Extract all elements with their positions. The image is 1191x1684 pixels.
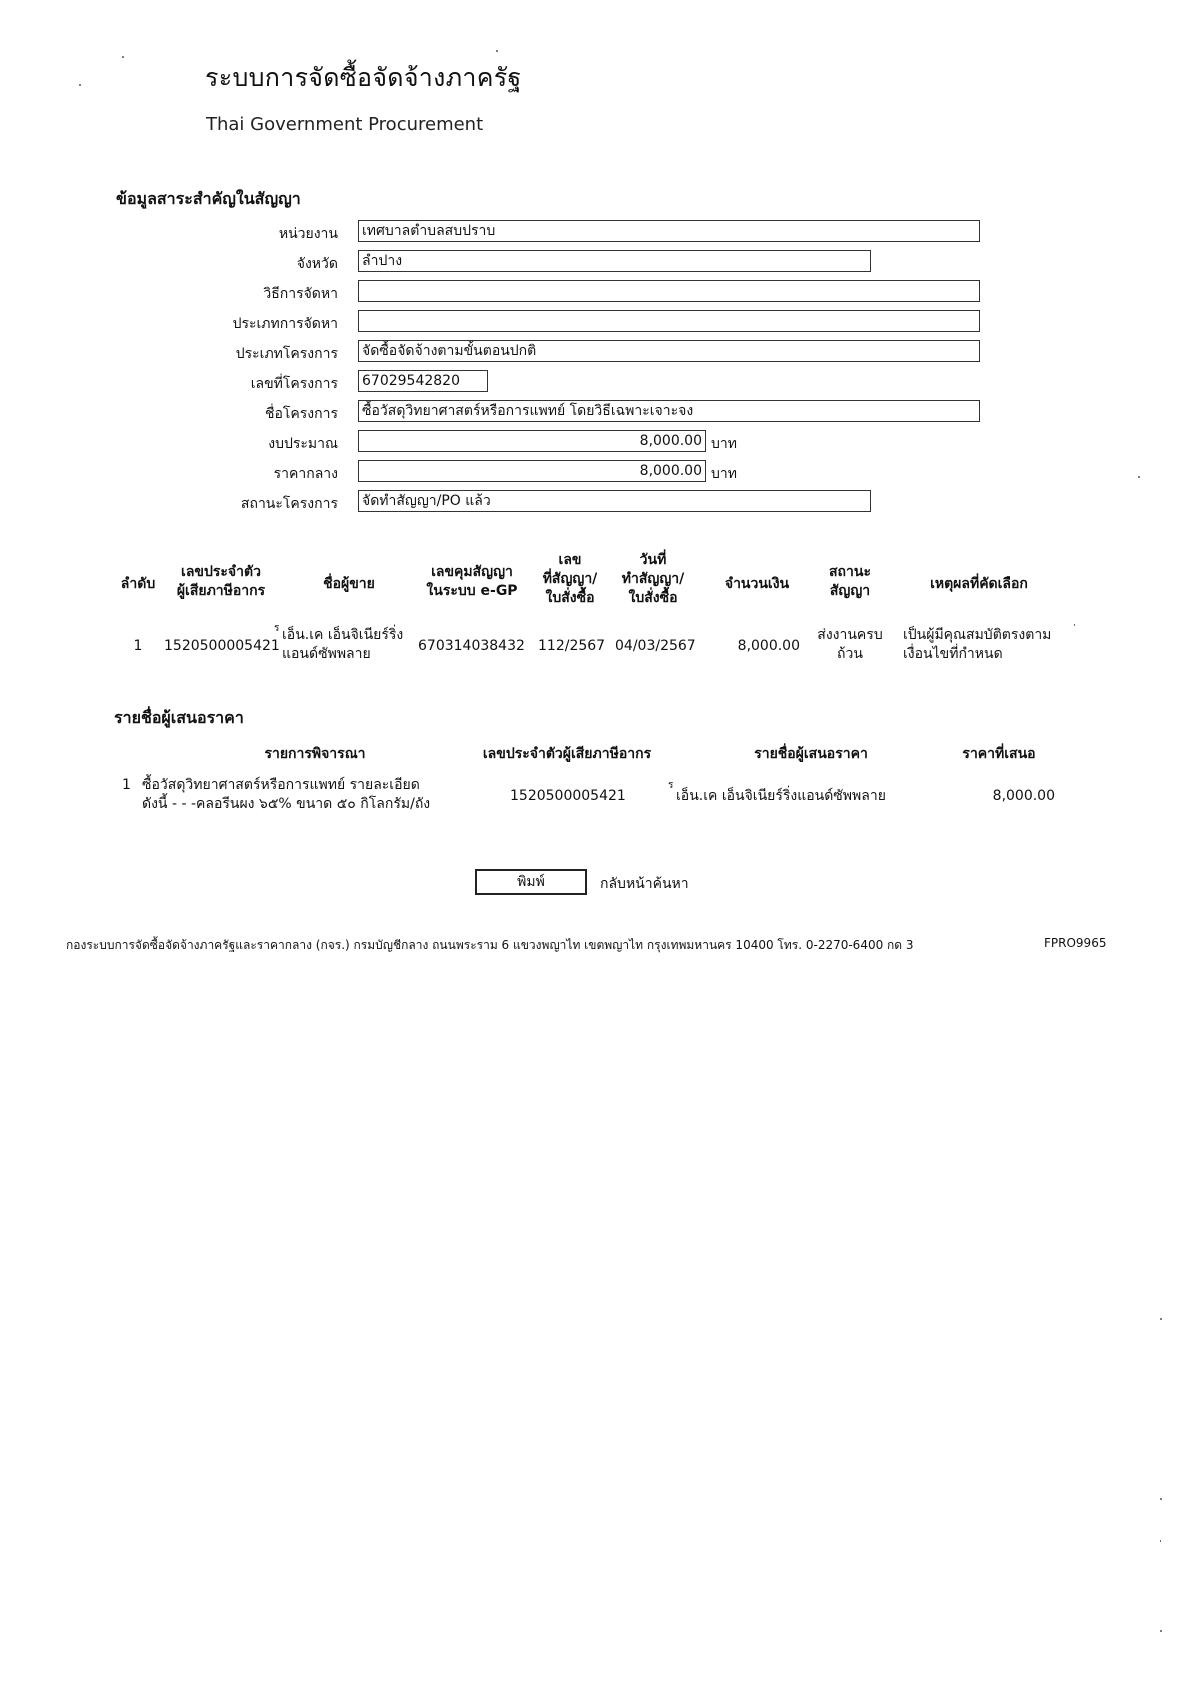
field-label-median-price: ราคากลาง <box>273 466 338 482</box>
scan-speck <box>1160 1540 1161 1542</box>
cell-contract-date: 04/03/2567 <box>615 638 696 654</box>
cell-amount: 8,000.00 <box>737 638 800 654</box>
field-label-procurement-method: วิธีการจัดหา <box>263 286 338 302</box>
print-button[interactable]: พิมพ์ <box>475 869 587 895</box>
col-header-egp: เลขคุมสัญญา ในระบบ e-GP <box>426 564 518 599</box>
cell-tax-id: 1520500005421 <box>164 638 280 654</box>
field-label-project-name: ชื่อโครงการ <box>264 406 338 422</box>
field-median-price: 8,000.00 <box>358 460 706 482</box>
cell-status: ส่งงานครบ ถ้วน <box>817 627 883 662</box>
field-project-status: จัดทำสัญญา/PO แล้ว <box>358 490 871 512</box>
bidder-cell-price: 8,000.00 <box>992 788 1055 804</box>
cell-no: 1 <box>133 638 143 654</box>
col-header-reason: เหตุผลที่คัดเลือก <box>930 576 1028 592</box>
field-project-type: จัดซื้อจัดจ้างตามขั้นตอนปกติ <box>358 340 980 362</box>
bidder-cell-name: เอ็น.เค เอ็นจิเนียร์ริ่งแอนด์ซัพพลาย <box>676 788 886 804</box>
cell-contract-no: 112/2567 <box>538 638 606 654</box>
field-label-budget: งบประมาณ <box>268 436 338 452</box>
col-header-status: สถานะ สัญญา <box>829 564 871 599</box>
bidder-cell-tax-id: 1520500005421 <box>510 788 626 804</box>
scan-speck <box>1160 1498 1162 1500</box>
col-header-amount: จำนวนเงิน <box>724 576 790 592</box>
scan-speck <box>1160 1318 1162 1320</box>
bidders-col-header-name: รายชื่อผู้เสนอราคา <box>754 746 868 762</box>
scan-speck <box>1160 1630 1162 1632</box>
col-header-seller: ชื่อผู้ขาย <box>323 576 375 592</box>
budget-unit: บาท <box>711 436 737 452</box>
field-procurement-type <box>358 310 980 332</box>
back-to-search-link[interactable]: กลับหน้าค้นหา <box>600 876 689 892</box>
field-label-project-number: เลขที่โครงการ <box>250 376 338 392</box>
field-province: ลำปาง <box>358 250 871 272</box>
bidder-cell-item: ซื้อวัสดุวิทยาศาสตร์หรือการแพทย์ รายละเอียด ดังนี้ - - -คลอรีนผง ๖๕% ขนาด ๕๐ กิโลกรัม/ถัง <box>142 777 431 812</box>
footer-address: กองระบบการจัดซื้อจัดจ้างภาครัฐและราคากลาง (กจร.) กรมบัญชีกลาง ถนนพระราม 6 แขวงพญาไท เขตพญาไท กรุงเทพมหานคร 10400 โทร. 0-2270-6400 กด 3 <box>66 938 914 952</box>
field-project-number: 67029542820 <box>358 370 488 392</box>
bidder-cell-name-mark: ร <box>668 780 674 791</box>
field-label-procurement-type: ประเภทการจัดหา <box>232 316 338 332</box>
scan-speck <box>496 50 498 52</box>
bidders-col-header-item: รายการพิจารณา <box>264 746 366 762</box>
scan-speck <box>1074 624 1075 626</box>
field-label-project-status: สถานะโครงการ <box>240 496 338 512</box>
cell-egp: 670314038432 <box>418 638 525 654</box>
col-header-contract-date: วันที่ ทำสัญญา/ ใบสั่งซื้อ <box>621 552 685 606</box>
field-label-agency: หน่วยงาน <box>278 226 338 242</box>
field-budget: 8,000.00 <box>358 430 706 452</box>
field-label-project-type: ประเภทโครงการ <box>235 346 338 362</box>
field-label-province: จังหวัด <box>296 256 338 272</box>
bidders-heading: รายชื่อผู้เสนอราคา <box>114 708 244 727</box>
median-price-unit: บาท <box>711 466 737 482</box>
contract-info-heading: ข้อมูลสาระสำคัญในสัญญา <box>116 189 301 208</box>
cell-reason: เป็นผู้มีคุณสมบัติตรงตาม เงื่อนไขที่กำหนด <box>903 627 1052 662</box>
field-project-name: ซื้อวัสดุวิทยาศาสตร์หรือการแพทย์ โดยวิธีเฉพาะเจาะจง <box>358 400 980 422</box>
cell-seller: เอ็น.เค เอ็นจิเนียร์ริ่ง แอนด์ซัพพลาย <box>282 627 404 662</box>
field-procurement-method <box>358 280 980 302</box>
page-title-thai: ระบบการจัดซื้อจัดจ้างภาครัฐ <box>205 63 522 92</box>
field-agency: เทศบาลตำบลสบปราบ <box>358 220 980 242</box>
scan-speck <box>79 84 81 86</box>
bidders-col-header-price: ราคาที่เสนอ <box>962 746 1036 762</box>
bidder-cell-no: 1 <box>122 777 131 793</box>
col-header-tax-id: เลขประจำตัว ผู้เสียภาษีอากร <box>176 564 266 599</box>
page-title-english: Thai Government Procurement <box>206 114 484 135</box>
footer-code: FPRO9965 <box>1044 936 1107 950</box>
cell-seller-mark: ร <box>274 623 280 634</box>
scan-speck <box>122 56 124 58</box>
col-header-no: ลำดับ <box>120 576 156 592</box>
bidders-col-header-tax-id: เลขประจำตัวผู้เสียภาษีอากร <box>482 746 652 762</box>
col-header-contract-no: เลข ที่สัญญา/ ใบสั่งซื้อ <box>542 552 598 606</box>
scan-speck <box>1138 476 1140 478</box>
